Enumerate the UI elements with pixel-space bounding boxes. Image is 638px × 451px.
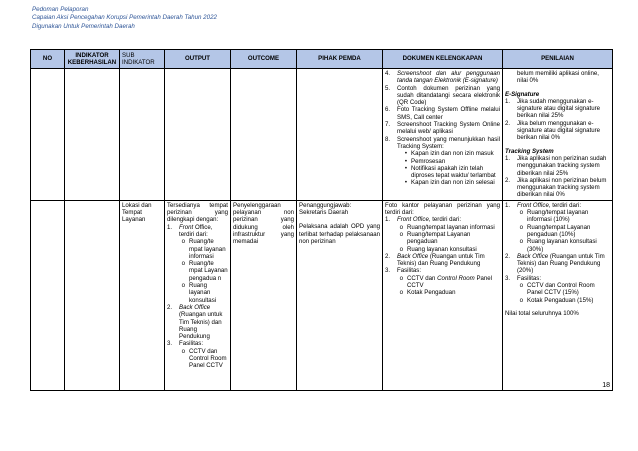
document-header [32, 6, 217, 31]
outcome-cell: Penyelenggaraan pelayanan non perizinan yang didukung oleh infrastruktur yang memadai [231, 200, 297, 390]
col-header-no: NO [31, 50, 65, 69]
table-row [31, 200, 613, 390]
header-line-2: Capaian Aksi Pencegahan Korupsi Pemerintah Daerah Tahun 2022 [32, 14, 217, 22]
col-header-output: OUTPUT [165, 50, 231, 69]
col-header-indikator: INDIKATOR KEBERHASILAN [65, 50, 120, 69]
header-line-3: Digunakan Untuk Pemerintah Daerah [32, 22, 135, 30]
col-header-dokumen: DOKUMEN KELENGKAPAN [383, 50, 503, 69]
penilaian-cell: 1. Front Office, terdiri dari: o Ruang/tempat layanan informasi (10%) o Ruang/tempat Layanan pengaduan (10%) o Ruang layanan konsultasi (30%) 2. Back Office (Ruangan untuk Tim Teknis) dan Ruang Pendukung (20%) 3. Fasilitas: o CCTV dan Control Room Panel CCTV (15%) o Kotak Pengaduan (15%) Nilai total seluruhnya 100% [503, 200, 613, 390]
output-cell: Tersedianya tempat perizinan yang dilengkapi dengan: 1. Front Office, terdiri dari: o Ruang/te mpat layanan informasi o Ruang/te mpat Layanan pengadua n o Ruang layanan konsultasi 2. Back Office (Ruangan untuk Tim Teknis) dan Ruang Pendukung 3. Fasilitas: o CCTV dan Control Room Panel CCTV [165, 200, 231, 390]
header-line-1: Pedoman Pelaporan [32, 6, 89, 13]
col-header-pihak-pemda: PIHAK PEMDA [297, 50, 383, 69]
penilaian-cell: belum memiliki aplikasi online, nilai 0% E-Signature 1. Jika sudah menggunakan e-signature atau digital signature berikan nilai 25% 2. Jika belum menggunakan e-signature atau digital signature berikan nilai 0% Tracking System 1. Jika aplikasi non perizinan sudah menggunakan tracking system diberikan nilai 25% 2. Jika aplikasi non perizinan belum menggunakan tracking system diberikan nilai 0% [503, 69, 613, 201]
table-header-row [31, 50, 613, 69]
col-header-penilaian: PENILAIAN [503, 50, 613, 69]
col-header-sub-indikator: SUB INDIKATOR [120, 50, 165, 69]
dokumen-cell: 4. Screenshoot dan alur penggunaan tanda tangan Elektronik (E-signature) 5. Contoh dokumen perizinan yang sudah ditandatangi secara elektronik (QR Code) 6. Foto Tracking System Offline melalui SMS, Call center 7. Screenshoot Tracking System Online melalui web/ aplikasi 8. Screenshoot yang menunjukkan hasil Tracking System: • Kapan izin dan non izin masuk • Pemrosesan • Notifikasi apakah izin telah diproses tepat waktu/ terlambat • Kapan izin dan non izin selesai [383, 69, 503, 201]
report-table [30, 49, 613, 391]
sub-indikator-cell: Lokasi dan Tempat Layanan [120, 200, 165, 390]
col-header-outcome: OUTCOME [231, 50, 297, 69]
page-number: 18 [602, 382, 610, 389]
dokumen-cell: Foto kantor pelayanan perizinan yang terdiri dari: 1. Front Office, terdiri dari: o Ruang/tempat layanan informasi o Ruang/tempat Layanan pengaduan o Ruang layanan konsultasi 2. Back Office (Ruangan untuk Tim Teknis) dan Ruang Pendukung 3. Fasilitas: o CCTV dan Control Room Panel CCTV o Kotak Pengaduan [383, 200, 503, 390]
pihak-cell: Penanggungjawab: Sekretaris Daerah Pelaksana adalah OPD yang terlibat terhadap pelaksanaan non perizinan [297, 200, 383, 390]
table-row [31, 69, 613, 201]
